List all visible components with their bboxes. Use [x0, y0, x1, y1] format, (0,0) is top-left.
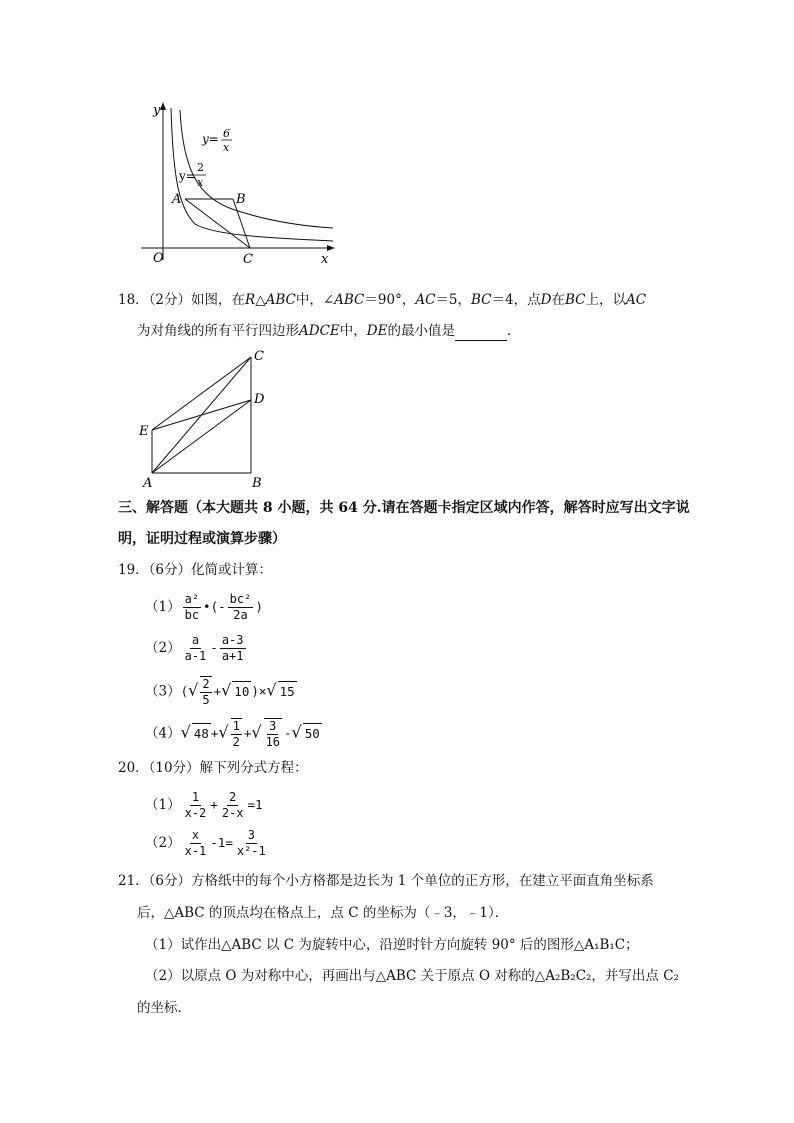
section3-line2: 明，证明过程或演算步骤） — [118, 531, 286, 547]
curve1-num: 6 — [223, 127, 230, 140]
curve1-lhs: y= — [202, 132, 219, 146]
answer-blank — [455, 326, 507, 341]
point-b-label: B — [236, 192, 246, 207]
q21-line5: 的坐标． — [137, 1000, 191, 1016]
fraction: $\frac{3}{16}$ — [265, 719, 281, 749]
point-c-label: C — [243, 252, 253, 267]
hyperbola-graph — [135, 98, 340, 270]
curve2-den: x — [197, 176, 204, 189]
fraction: $\frac{a-3}{a+1}$ — [221, 633, 244, 663]
q18-line1: 18．（2分）如图，在R△ABC中，∠ABC＝90°，AC＝5，BC＝4，点D在BC上，以AC — [118, 292, 647, 308]
fig-label-a: A — [143, 476, 153, 490]
fraction: $\frac{\text{bc²}}{2a}$ — [229, 592, 252, 622]
fig-label-b: B — [252, 476, 262, 490]
fraction: $\frac{2}{5}$ — [202, 677, 210, 707]
curve2-lhs: y= — [179, 169, 196, 183]
fraction: $\frac{1}{x-2}$ — [184, 790, 207, 820]
q19-header: 19．（6分）化简或计算： — [118, 562, 273, 578]
q21-line2: 后，△ABC 的顶点均在格点上，点 C 的坐标为（﹣3，﹣1）． — [137, 905, 509, 921]
point-a-label: A — [172, 192, 182, 207]
x-axis-label: x — [321, 252, 329, 267]
q19-part1: （1） $\frac{\text{a²}}{bc}$ •(- $\frac{\text{bc²}}{2a}$ ) — [145, 592, 263, 622]
fig-label-c: C — [254, 349, 264, 364]
fig-label-e: E — [139, 424, 149, 439]
q19-part4: （4）√ 48 +√ $\frac{1}{2}$ +√ $\frac{3}{16}$ -√ 50 — [145, 719, 320, 749]
q20-part2: （2） $\frac{x}{x-1}$ -1= $\frac{3}{\text{x²-1}}$ — [145, 828, 266, 858]
origin-label: O — [153, 251, 164, 266]
section3-line1: 三、解答题（本大题共 8 小题，共 64 分.请在答题卡指定区域内作答，解答时应写出文字说 — [118, 500, 690, 516]
fig-label-d: D — [254, 392, 265, 407]
parallelogram-figure — [135, 345, 275, 490]
q18-line2: 为对角线的所有平行四边形ADCE中，DE的最小值是 ． — [137, 323, 521, 339]
q21-line3: （1）试作出△ABC 以 C 为旋转中心，沿逆时针方向旋转 90° 后的图形△A₁B₁C； — [145, 937, 639, 953]
q19-part2: （2） $\frac{a}{a-1}$ - $\frac{a-3}{a+1}$ — [145, 633, 244, 663]
fraction: $\frac{2}{2-x}$ — [221, 790, 244, 820]
q20-part1: （1） $\frac{1}{x-2}$ + $\frac{2}{2-x}$ =1 — [145, 790, 263, 820]
fraction: $\frac{\text{a²}}{bc}$ — [184, 592, 200, 622]
fraction: $\frac{1}{2}$ — [232, 719, 240, 749]
q20-header: 20．（10分）解下列分式方程： — [118, 760, 308, 776]
y-axis-label: y — [153, 103, 161, 118]
fraction: $\frac{x}{x-1}$ — [184, 828, 207, 858]
curve1-den: x — [223, 141, 230, 154]
q19-part3: （3）(√ $\frac{2}{5}$ +√ 10 )×√ 15 — [145, 677, 295, 707]
fraction: $\frac{3}{\text{x²-1}}$ — [236, 828, 266, 858]
q21-line1: 21．（6分）方格纸中的每个小方格都是边长为 1 个单位的正方形，在建立平面直角坐标系 — [118, 873, 654, 889]
fraction: $\frac{a}{a-1}$ — [184, 633, 207, 663]
q21-line4: （2）以原点 O 为对称中心，再画出与△ABC 关于原点 O 对称的△A₂B₂C₂，并写出点 C₂ — [145, 968, 679, 984]
curve2-num: 2 — [197, 161, 204, 174]
